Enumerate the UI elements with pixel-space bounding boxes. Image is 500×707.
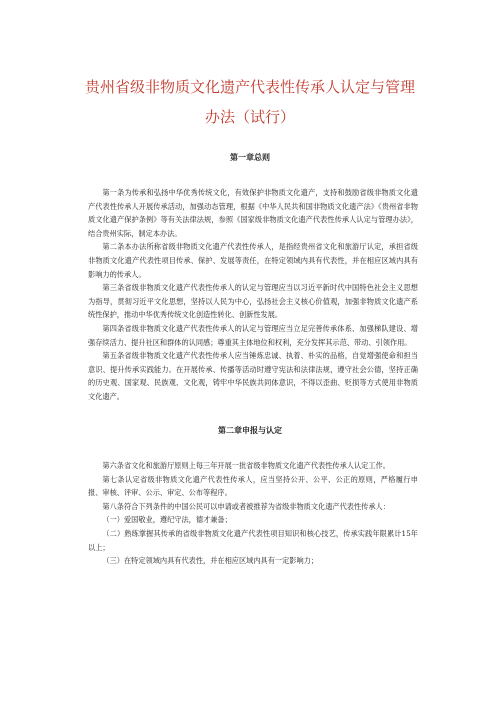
list-item-condition-1: （一）爱国敬业，遵纪守法，德才兼备；: [102, 515, 232, 525]
chapter-2-title: 第二章申报与认定: [218, 426, 282, 435]
paragraph-article-6: 第六条省文化和旅游厅原则上每三年开展一批省级非物质文化遗产代表性传承人认定工作。: [102, 461, 390, 470]
paragraph-article-1: 第一条为传承和弘扬中华优秀传统文化，有效保护非物质文化遗产，支持和鼓励省级非物质文化遗产代表性传承人开展传承活动，加强动态管理，根据《中华人民共和国非物质文化遗产法》《贵州省非物质文化遗产保护条例》等有关法律法规，参照《国家级非物质文化遗产代表性传承人认定与管理办法》，结合贵州实际，制定本办法。: [88, 188, 418, 238]
chapter-1-body: [88, 186, 418, 404]
paragraph-article-4: 第四条省级非物质文化遗产代表性传承人的认定与管理应当立足完善传承体系、加强梯队建设、增强存续活力、提升社区和群体的认同感；尊重其主体地位和权利，充分发挥其示范、带动、引领作用。: [88, 323, 418, 347]
paragraph-article-7: 第七条认定省级非物质文化遗产代表性传承人，应当坚持公开、公平、公正的原则，严格履行申报、审核、评审、公示、审定、公布等程序。: [88, 474, 418, 498]
chapter-2-body: [88, 459, 418, 568]
paragraph-article-8: 第八条符合下列条件的中国公民可以申请或者被推荐为省级非物质文化遗产代表性传承人：: [102, 501, 390, 511]
paragraph-article-3: 第三条省级非物质文化遗产代表性传承人的认定与管理应当以习近平新时代中国特色社会主义思想为指导，贯彻习近平文化思想，坚持以人民为中心，弘扬社会主义核心价值观，加强非物质文化遗产系统性保护，推动中华优秀传统文化创造性转化、创新性发展。: [88, 283, 418, 320]
list-item-condition-3: （三）在特定领域内具有代表性，并在相应区域内具有一定影响力；: [102, 556, 319, 566]
document-title: 贵州省级非物质文化遗产代表性传承人认定与管理办法（试行）: [84, 78, 415, 126]
paragraph-article-5: 第五条省级非物质文化遗产代表性传承人应当锤炼忠诚、执着、朴实的品格，自觉增强使命和担当意识、提升传承实践能力。在开展传承、传播等活动时遵守宪法和法律法规，遵守社会公德，坚持正确的历史观、国家观、民族观、文化观，铸牢中华民族共同体意识，不得以歪曲、贬损等方式使用非物质文化遗产。: [88, 351, 418, 401]
list-item-condition-2: （二）熟练掌握其传承的省级非物质文化遗产代表性项目知识和核心技艺，传承实践年限累计15年以上；: [88, 528, 418, 552]
paragraph-article-2: 第二条本办法所称省级非物质文化遗产代表性传承人，是指经贵州省文化和旅游厅认定，承担省级非物质文化遗产代表性项目传承、保护、发展等责任，在特定领域内具有代表性，并在相应区域内具有影响力的传承人。: [88, 242, 418, 279]
chapter-1-title: 第一章总则: [230, 153, 270, 162]
